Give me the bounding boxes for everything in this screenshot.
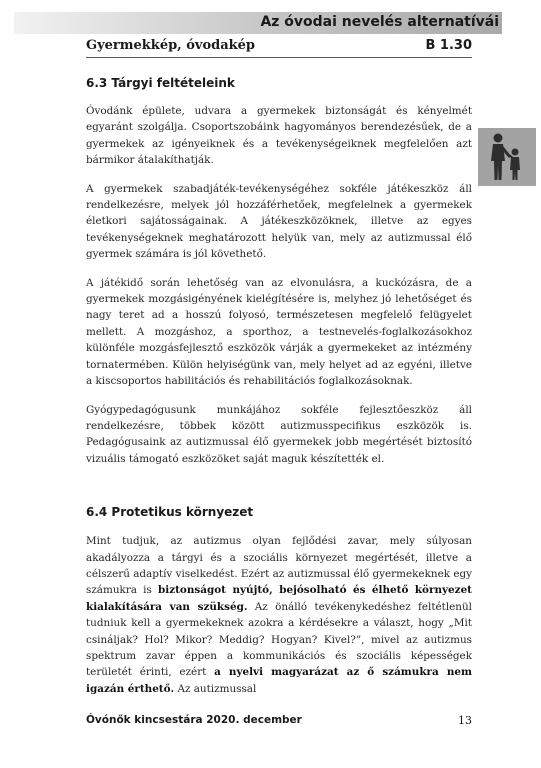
emphasized-text: a nyelvi magyarázat az ő számukra nem igazán érthető. — [86, 666, 472, 695]
chapter-subheader — [86, 37, 472, 58]
section-heading-protetikus-kornyezet: 6.4 Protetikus környezet — [86, 505, 254, 520]
footer-publication: Óvónők kincsestára 2020. december — [86, 714, 302, 726]
paragraph: A gyermekek szabadjáték-tevékenységéhez sokféle játékeszköz áll rendelkezésre, melyek jól hozzáférhetőek, megfelelnek a gyermekek életkori sajátosságainak. A játékeszközöknek, illetve az egyes tevékenységeknek meghatározott helyük van, mely az autizmussal élő gyermek számára is jól követhető. — [86, 182, 472, 261]
paragraph: Óvodánk épülete, udvara a gyermekek biztonságát és kényelmét egyaránt szolgálja. Csoportszobáink hagyományos berendezésűek, de a gyermekek az igényeiknek és a tevékenységeiknek megfelelően azt bármikor átalakíthatják. — [86, 105, 472, 167]
article-content — [86, 76, 472, 697]
paragraph: A játékidő során lehetőség van az elvonulásra, a kuckózásra, de a gyermekek mozgásigényének kielégítésére is, melyhez jó lehetőséget és nagy teret ad a hosszú folyosó, természetesen megfelelő felügyelet mellett. A mozgáshoz, a sporthoz, a testnevelés-foglalkozásokhoz különféle mozgásfejlesztő eszközök várják a gyermekeket az intézmény tornatermében. Külön helyiségünk van, mely helyet ad az egyéni, illetve a kiscsoportos habilitációs és rehabilitációs foglalkozásoknak. — [86, 276, 472, 388]
side-tab — [478, 128, 536, 186]
chapter-code: B 1.30 — [425, 38, 472, 53]
adult-with-child-silhouette-icon — [478, 128, 536, 186]
chapter-title: Gyermekkép, óvodakép — [86, 38, 256, 53]
paragraph — [86, 533, 472, 697]
page-header-title: Az óvodai nevelés alternatívái — [260, 14, 499, 30]
page-number: 13 — [458, 714, 472, 727]
paragraph-text: Mint tudjuk, az autizmus olyan fejlődési zavar, mely súlyosan akadályozza a tárgyi és a szociális környezet megértését, illetve a célszerű adaptív viselkedést. Ezért az autizmussal élő gyermekeknek egy számukra is — [86, 535, 472, 597]
emphasized-text: biztonságot nyújtó, bejósolható és élhető környezet kialakítására van szükség. — [86, 584, 472, 613]
paragraph-text: Az önálló tevékenykedéshez feltétlenül tudniuk kell a gyermekeknek azokra a kérdésekre a választ, hogy „Mit csináljak? Hol? Mikor? Meddig? Hogyan? Kivel?”, mivel az autizmus spektrum zavar éppen a kommunikációs és szociális képességek területét érinti, ezért — [86, 600, 472, 679]
section-heading-targyi-feltetelek: 6.3 Tárgyi feltételeink — [86, 76, 235, 90]
paragraph-text: Az autizmussal — [174, 682, 257, 695]
paragraph: Gyógypedagógusunk munkájához sokféle fejlesztőeszköz áll rendelkezésre, többek között autizmusspecifikus eszközök is. Pedagógusaink az autizmussal élő gyermekek jobb megértését biztosító vizuális támogató eszközöket saját maguk készítették el. — [86, 403, 472, 465]
